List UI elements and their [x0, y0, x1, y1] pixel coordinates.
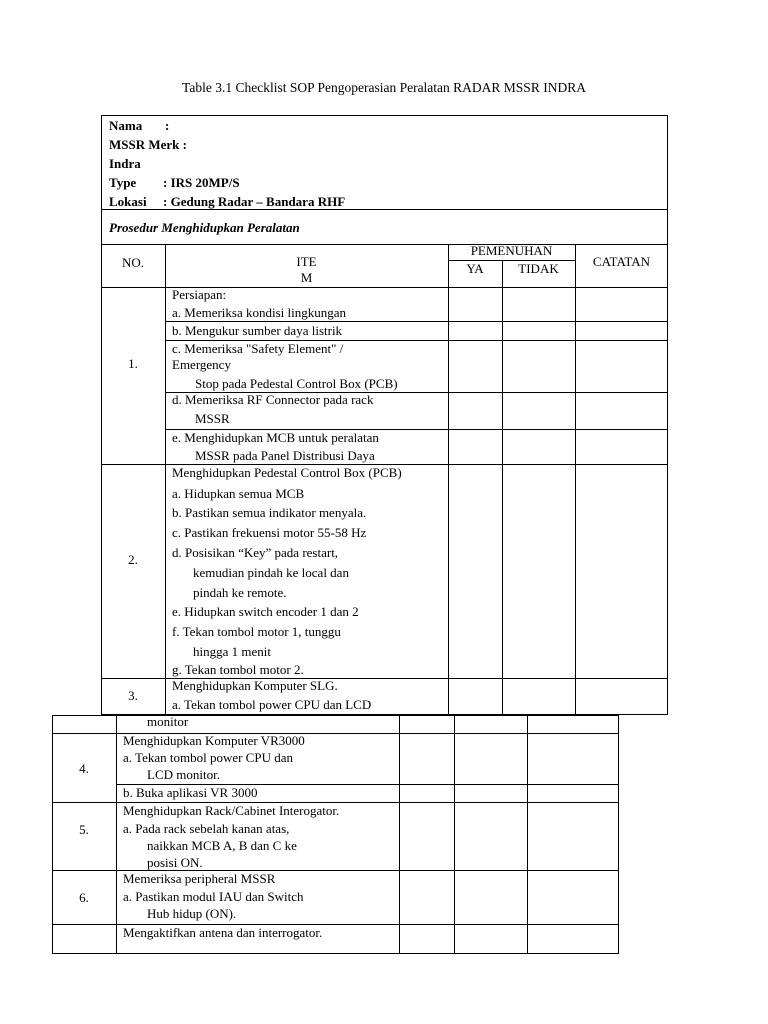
row-2-heading: Menghidupkan Pedestal Control Box (PCB) — [172, 465, 402, 480]
header-pemenuhan: PEMENUHAN — [470, 243, 553, 258]
row-1-item-e-line2: MSSR pada Panel Distribusi Daya — [195, 448, 375, 463]
lokasi-value: : Gedung Radar – Bandara RHF — [163, 194, 346, 209]
row-1-item-c-line3: Stop pada Pedestal Control Box (PCB) — [195, 376, 398, 391]
header-item-line1: ITE — [296, 254, 317, 269]
header-no: NO. — [121, 255, 145, 270]
lokasi-label: Lokasi — [109, 194, 147, 209]
row-7-heading: Mengaktifkan antena dan interrogator. — [123, 925, 323, 940]
nama-label: Nama — [109, 118, 143, 133]
page-title: Table 3.1 Checklist SOP Pengoperasian Peralatan RADAR MSSR INDRA — [182, 80, 586, 95]
row-2-item-d-line3: pindah ke remote. — [193, 585, 287, 600]
row-2-item-a: a. Hidupkan semua MCB — [172, 486, 305, 501]
row-5-item-a: a. Pada rack sebelah kanan atas, — [123, 821, 290, 836]
merk-value: Indra — [109, 156, 141, 171]
row-6-item-a: a. Pastikan modul IAU dan Switch — [123, 889, 304, 904]
type-value: : IRS 20MP/S — [163, 175, 240, 190]
row-4-no: 4. — [79, 761, 89, 776]
row-2-item-d-line2: kemudian pindah ke local dan — [193, 565, 349, 580]
header-item-line2: M — [300, 270, 313, 285]
row-1-heading: Persiapan: — [172, 287, 227, 302]
row-1-item-b: b. Mengukur sumber daya listrik — [172, 323, 343, 338]
row-5-item-a-line3: posisi ON. — [147, 855, 203, 870]
row-1-item-a: a. Memeriksa kondisi lingkungan — [172, 305, 347, 320]
header-tidak: TIDAK — [518, 261, 559, 276]
row-2-item-d: d. Posisikan “Key” pada restart, — [172, 545, 339, 560]
header-ya: YA — [466, 261, 484, 276]
nama-colon: : — [165, 118, 170, 133]
row-3-item-a-cont: monitor — [147, 714, 189, 729]
row-2-no: 2. — [128, 552, 138, 567]
row-1-item-c: c. Memeriksa "Safety Element" / — [172, 341, 344, 356]
row-3-item-a: a. Tekan tombol power CPU dan LCD — [172, 697, 372, 712]
merk-label: MSSR Merk : — [109, 137, 187, 152]
row-2-item-c: c. Pastikan frekuensi motor 55-58 Hz — [172, 525, 367, 540]
row-4-heading: Menghidupkan Komputer VR3000 — [123, 733, 305, 748]
row-1-item-d-line2: MSSR — [195, 411, 230, 426]
row-2-item-g: g. Tekan tombol motor 2. — [172, 662, 304, 677]
row-1-item-c-line2: Emergency — [172, 357, 231, 372]
procedure-title: Prosedur Menghidupkan Peralatan — [109, 220, 300, 235]
row-2-item-b: b. Pastikan semua indikator menyala. — [172, 505, 367, 520]
row-1-item-d: d. Memeriksa RF Connector pada rack — [172, 392, 374, 407]
row-2-item-e: e. Hidupkan switch encoder 1 dan 2 — [172, 604, 359, 619]
row-5-no: 5. — [79, 822, 89, 837]
header-catatan: CATATAN — [592, 254, 651, 269]
row-3-no: 3. — [128, 688, 138, 703]
row-4-item-b: b. Buka aplikasi VR 3000 — [123, 785, 258, 800]
row-5-item-a-line2: naikkan MCB A, B dan C ke — [147, 838, 297, 853]
row-1-no: 1. — [128, 356, 138, 371]
type-label: Type — [109, 175, 137, 190]
row-3-heading: Menghidupkan Komputer SLG. — [172, 678, 338, 693]
row-6-no: 6. — [79, 890, 89, 905]
row-2-item-f-line2: hingga 1 menit — [193, 644, 271, 659]
row-4-item-a: a. Tekan tombol power CPU dan — [123, 750, 293, 765]
row-2-item-f: f. Tekan tombol motor 1, tunggu — [172, 624, 341, 639]
row-6-item-a-line2: Hub hidup (ON). — [147, 906, 237, 921]
row-1-item-e: e. Menghidupkan MCB untuk peralatan — [172, 430, 379, 445]
row-6-heading: Memeriksa peripheral MSSR — [123, 871, 276, 886]
row-5-heading: Menghidupkan Rack/Cabinet Interogator. — [123, 803, 340, 818]
row-4-item-a-line2: LCD monitor. — [147, 767, 220, 782]
